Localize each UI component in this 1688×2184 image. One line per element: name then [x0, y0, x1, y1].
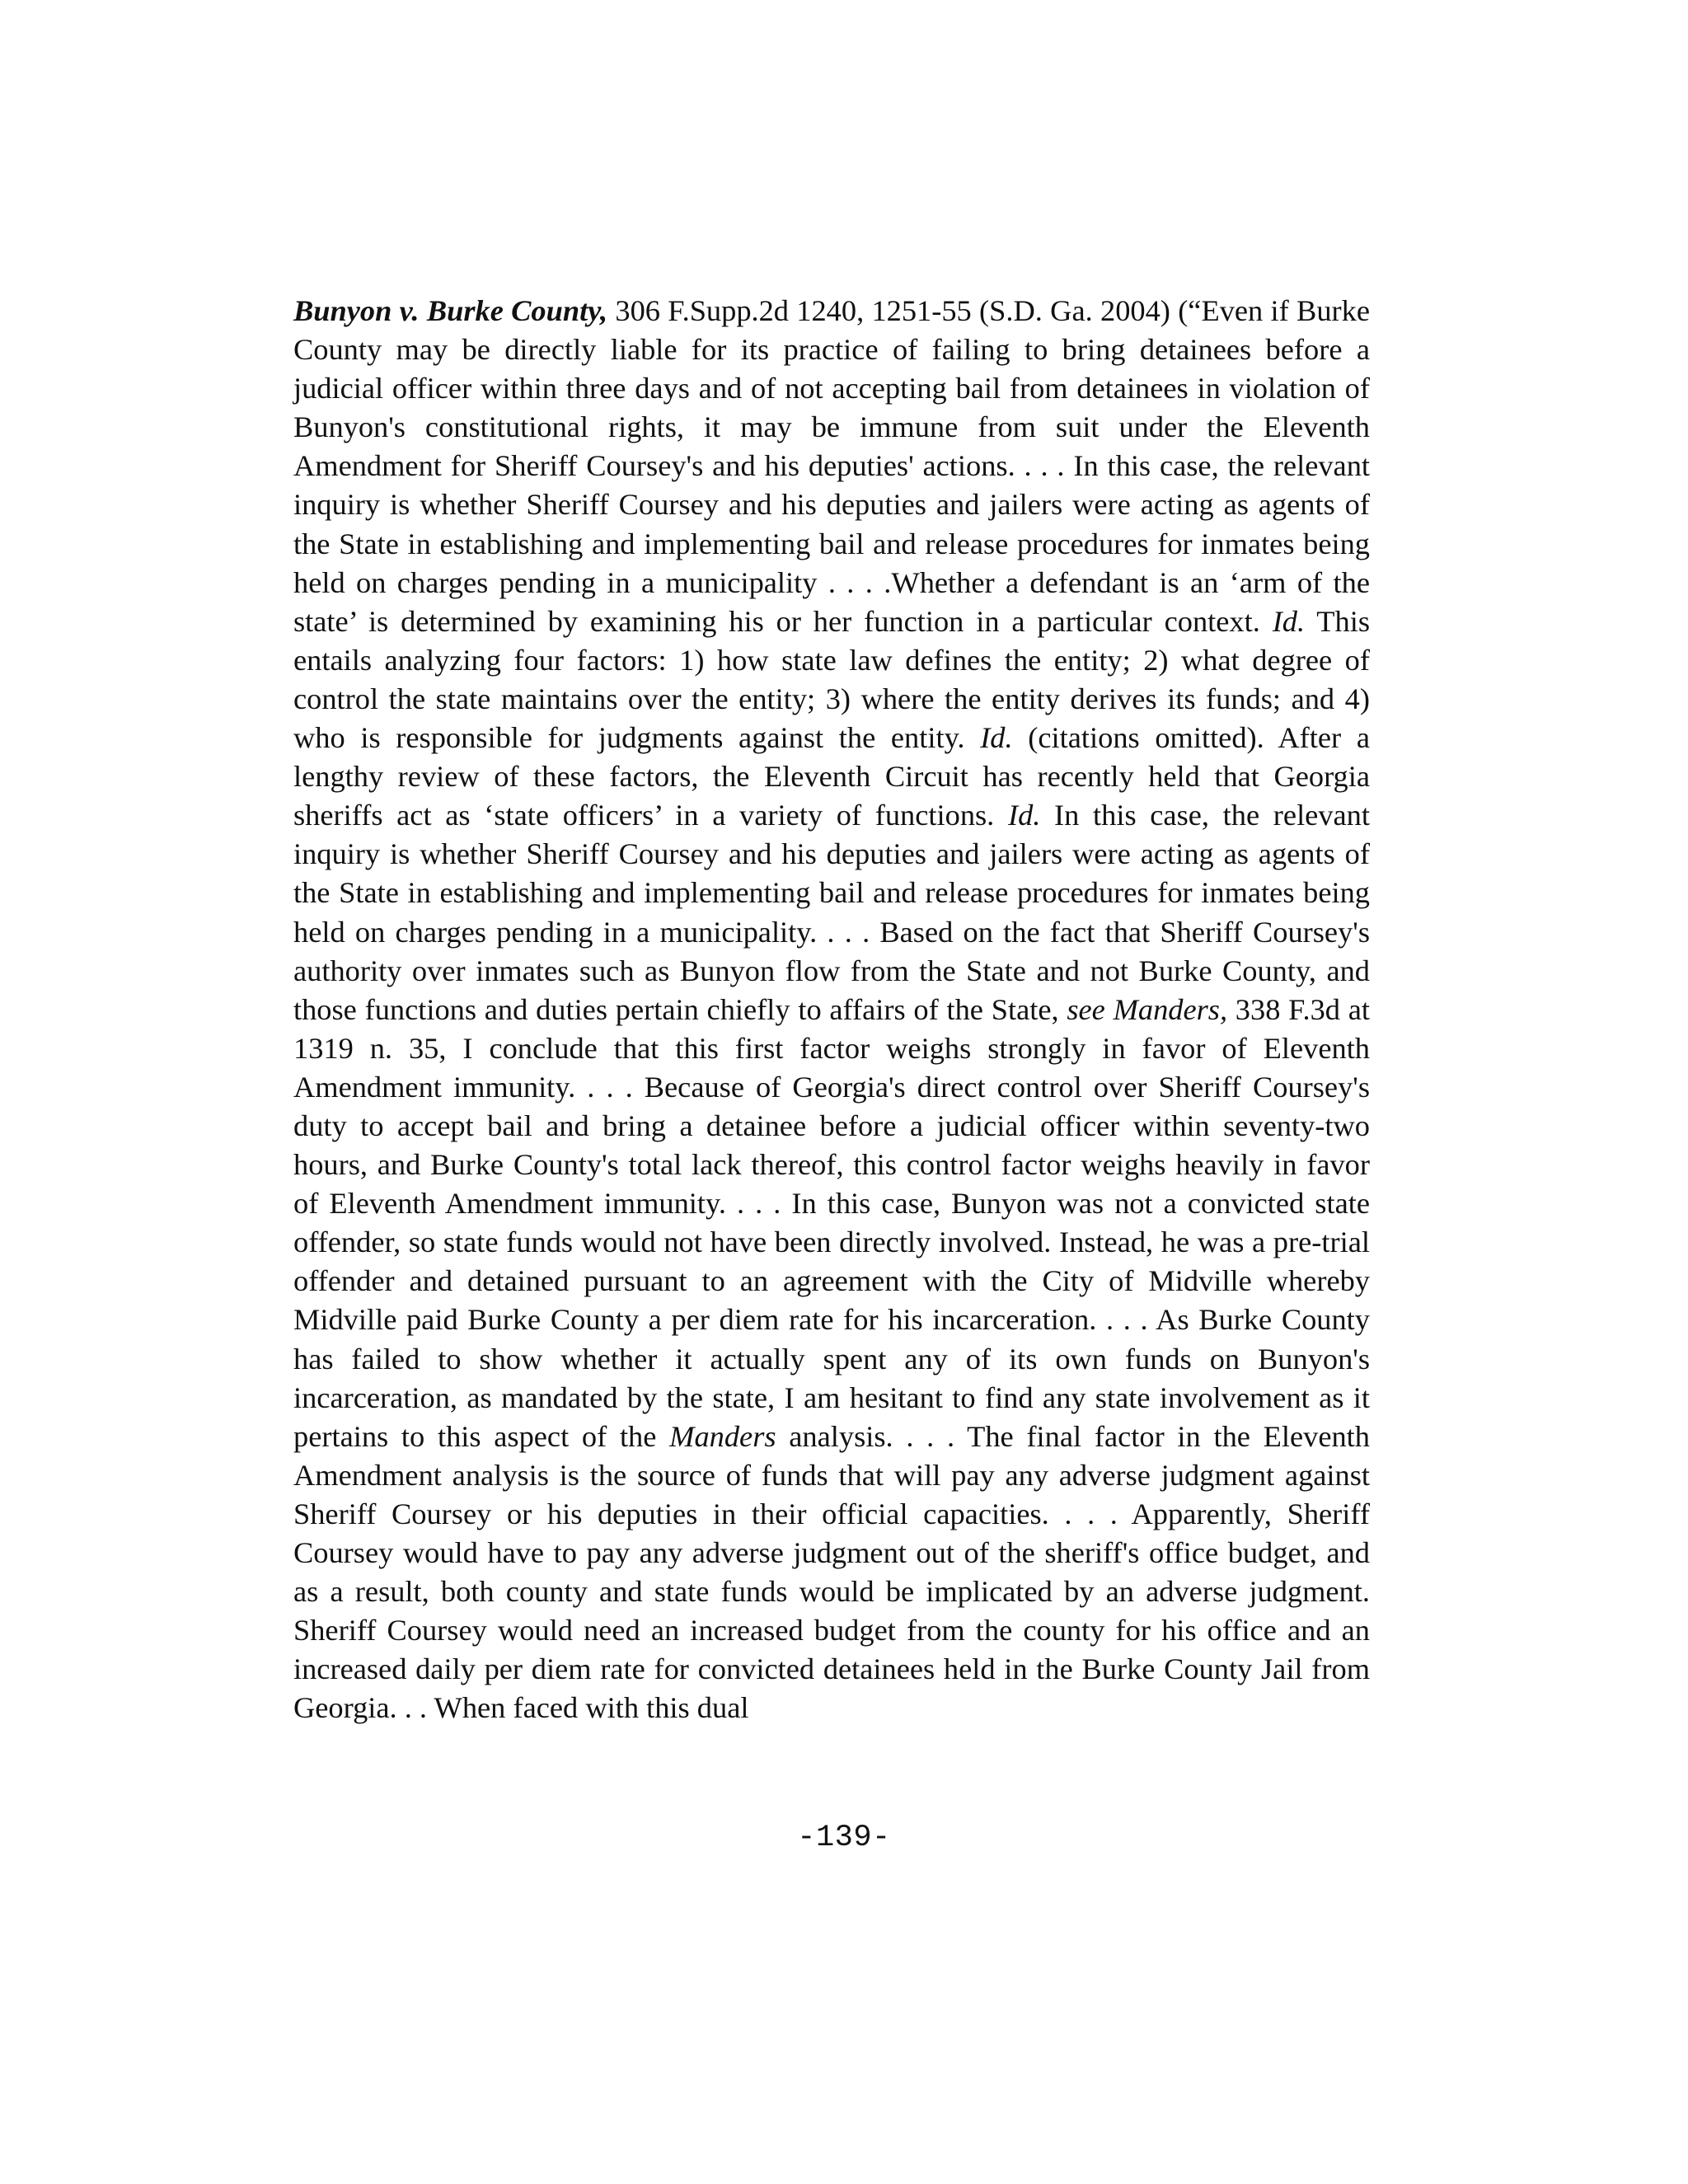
body-paragraph [293, 292, 1370, 1727]
citation-id: Id. [980, 721, 1013, 755]
citation-see-manders: see Manders, [1067, 992, 1228, 1026]
case-name: Bunyon v. Burke County, [293, 294, 608, 327]
text-run: This entails analyzing four factors: 1) how state law defines the entity; 2) what degree of control the state maintains over the entity; 3) where the entity derives its funds; and 4) who is responsible for judgments against the entity. [293, 604, 1370, 755]
text-run: (citations omitted). After a lengthy review of these factors, the Eleventh Circuit has recently held that Georgia sheriffs act as ‘state officers’ in a variety of functions. [293, 721, 1370, 832]
citation-id: Id. [1272, 604, 1306, 638]
text-run: analysis. . . . The final factor in the Eleventh Amendment analysis is the source of funds that will pay any adverse judgment against Sheriff Coursey or his deputies in their official capacities. . . . Apparently, Sheriff Coursey would have to pay any adverse judgment out of the sheriff's office budget, and as a result, both county and state funds would be implicated by an adverse judgment. Sheriff Coursey would need an increased budget from the county for his office and an increased daily per diem rate for convicted detainees held in the Burke County Jail from Georgia. . . When faced with this dual [293, 1419, 1370, 1725]
citation-manders: Manders [669, 1419, 776, 1453]
citation-id: Id. [1007, 799, 1041, 832]
page-number: -139- [797, 1821, 891, 1855]
text-run: 338 F.3d at 1319 n. 35, I conclude that this first factor weighs strongly in favor of Eleventh Amendment immunity. . . . Because of Georgia's direct control over Sheriff Coursey's duty to accept bail and bring a detainee before a judicial officer within seventy-two hours, and Burke County's total lack thereof, this control factor weighs heavily in favor of Eleventh Amendment immunity. . . . In this case, Bunyon was not a convicted state offender, so state funds would not have been directly involved. Instead, he was a pre-trial offender and detained pursuant to an agreement with the City of Midville whereby Midville paid Burke County a per diem rate for his incarceration. . . . As Burke County has failed to show whether it actually spent any of its own funds on Bunyon's incarceration, as mandated by the state, I am hesitant to find any state involvement as it pertains to this aspect of the [293, 992, 1370, 1453]
text-run: 306 F.Supp.2d 1240, 1251-55 (S.D. Ga. 2004) (“Even if Burke County may be directly liable for its practice of failing to bring detainees before a judicial officer within three days and of not accepting bail from detainees in violation of Bunyon's constitutional rights, it may be immune from suit under the Eleventh Amendment for Sheriff Coursey's and his deputies' actions. . . . In this case, the relevant inquiry is whether Sheriff Coursey and his deputies and jailers were acting as agents of the State in establishing and implementing bail and release procedures for inmates being held on charges pending in a municipality . . . .Whether a defendant is an ‘arm of the state’ is determined by examining his or her function in a particular context. [293, 294, 1370, 638]
text-run: In this case, the relevant inquiry is whether Sheriff Coursey and his deputies and jailers were acting as agents of the State in establishing and implementing bail and release procedures for inmates being held on charges pending in a municipality. . . . Based on the fact that Sheriff Coursey's authority over inmates such as Bunyon flow from the State and not Burke County, and those functions and duties pertain chiefly to affairs of the State, [293, 799, 1370, 1026]
